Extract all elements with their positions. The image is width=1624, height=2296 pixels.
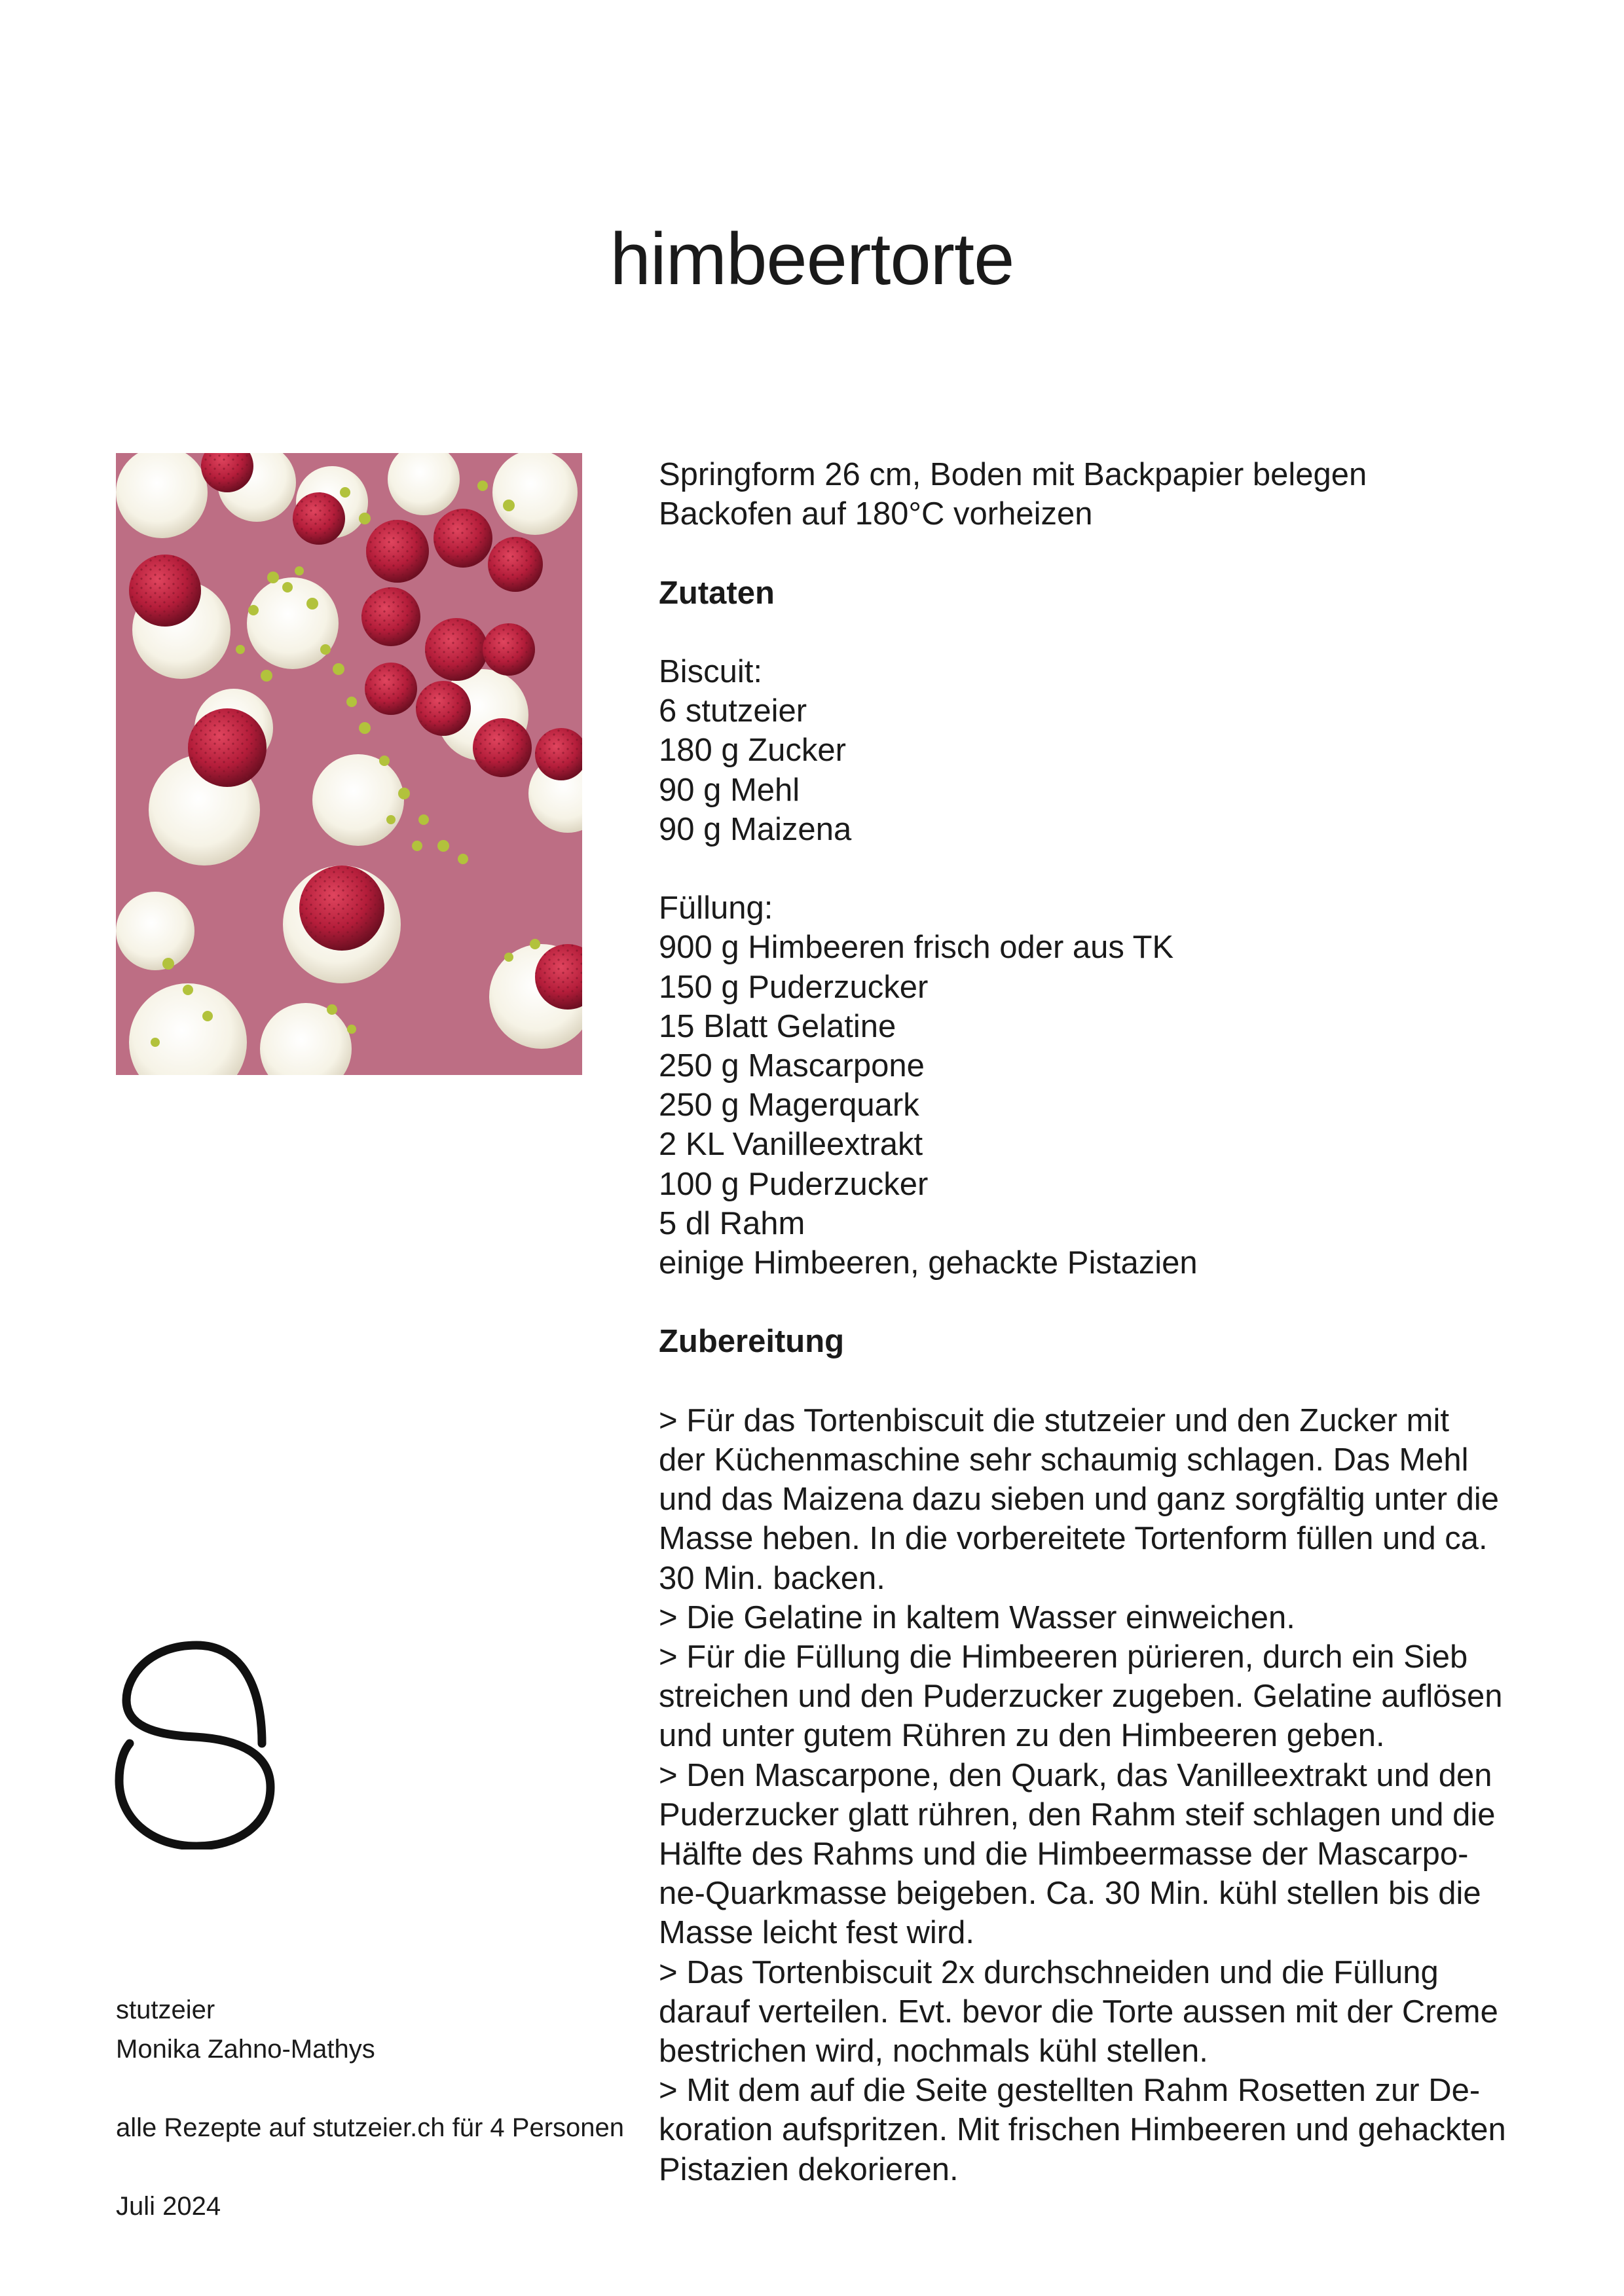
step-line: > Für das Tortenbiscuit die stutzeier und den Zucker mit [659, 1402, 1449, 1438]
step-line: 30 Min. backen. [659, 1560, 885, 1596]
preparation-step [659, 1756, 1530, 1953]
page-title: himbeertorte [610, 218, 1014, 300]
footer-author: Monika Zahno-Mathys [116, 2035, 375, 2064]
ingredient-item: 250 g Mascarpone [659, 1048, 925, 1084]
step-line: > Die Gelatine in kaltem Wasser einweichen. [659, 1599, 1295, 1635]
ingredient-item: 5 dl Rahm [659, 1205, 805, 1241]
ingredient-item: 90 g Maizena [659, 811, 852, 847]
step-line: ne-Quarkmasse beigeben. Ca. 30 Min. kühl stellen bis die [659, 1876, 1481, 1912]
footer [116, 1990, 640, 2226]
intro-line: Backofen auf 180°C vorheizen [659, 496, 1093, 532]
step-line: Masse heben. In die vorbereitete Tortenform füllen und ca. [659, 1521, 1488, 1557]
step-line: streichen und den Puderzucker zugeben. Gelatine auflösen [659, 1679, 1503, 1715]
intro-line: Springform 26 cm, Boden mit Backpapier belegen [659, 457, 1367, 492]
biscuit-label: Biscuit: [659, 653, 762, 689]
footer-brand: stutzeier [116, 1995, 215, 2024]
step-line: > Den Mascarpone, den Quark, das Vanilleextrakt und den [659, 1757, 1492, 1793]
ingredient-item: 150 g Puderzucker [659, 969, 929, 1005]
step-line: > Für die Füllung die Himbeeren pürieren, durch ein Sieb [659, 1639, 1468, 1675]
ingredient-item: 15 Blatt Gelatine [659, 1008, 896, 1044]
ingredient-item: 6 stutzeier [659, 693, 807, 729]
preparation-step [659, 2071, 1530, 2189]
ingredient-item: 100 g Puderzucker [659, 1166, 929, 1202]
step-line: darauf verteilen. Evt. bevor die Torte aussen mit der Creme [659, 1994, 1498, 2030]
preparation-step [659, 1401, 1530, 1598]
recipe-content [659, 455, 1530, 2189]
footer-date: Juli 2024 [116, 2192, 221, 2221]
preparation-heading: Zubereitung [659, 1324, 845, 1360]
preparation-step [659, 1637, 1530, 1756]
step-line: der Küchenmaschine sehr schaumig schlagen. Das Mehl [659, 1442, 1469, 1478]
step-line: und unter gutem Rühren zu den Himbeeren geben. [659, 1718, 1385, 1754]
preparation-step [659, 1598, 1530, 1637]
step-line: und das Maizena dazu sieben und ganz sorgfältig unter die [659, 1482, 1500, 1518]
step-line: bestrichen wird, nochmals kühl stellen. [659, 2033, 1208, 2069]
ingredient-item: 180 g Zucker [659, 733, 846, 769]
footer-note: alle Rezepte auf stutzeier.ch für 4 Personen [116, 2113, 625, 2142]
recipe-photo [116, 453, 582, 1075]
step-line: Masse leicht fest wird. [659, 1915, 974, 1951]
step-line: koration aufspritzen. Mit frischen Himbeeren und gehackten [659, 2112, 1506, 2148]
step-line: Hälfte des Rahms und die Himbeermasse der Mascarpo- [659, 1836, 1469, 1872]
stutzeier-logo-icon [110, 1640, 280, 1850]
preparation-step [659, 1953, 1530, 2071]
ingredient-item: einige Himbeeren, gehackte Pistazien [659, 1245, 1198, 1281]
ingredients-heading: Zutaten [659, 575, 775, 611]
step-line: > Das Tortenbiscuit 2x durchschneiden und die Füllung [659, 1954, 1439, 1990]
filling-label: Füllung: [659, 890, 773, 926]
step-line: Pistazien dekorieren. [659, 2151, 959, 2187]
ingredient-item: 250 g Magerquark [659, 1087, 919, 1123]
ingredient-item: 900 g Himbeeren frisch oder aus TK [659, 930, 1174, 966]
step-line: Puderzucker glatt rühren, den Rahm steif schlagen und die [659, 1796, 1496, 1832]
ingredient-item: 2 KL Vanilleextrakt [659, 1127, 923, 1163]
ingredient-item: 90 g Mehl [659, 772, 800, 808]
step-line: > Mit dem auf die Seite gestellten Rahm Rosetten zur De- [659, 2073, 1481, 2109]
